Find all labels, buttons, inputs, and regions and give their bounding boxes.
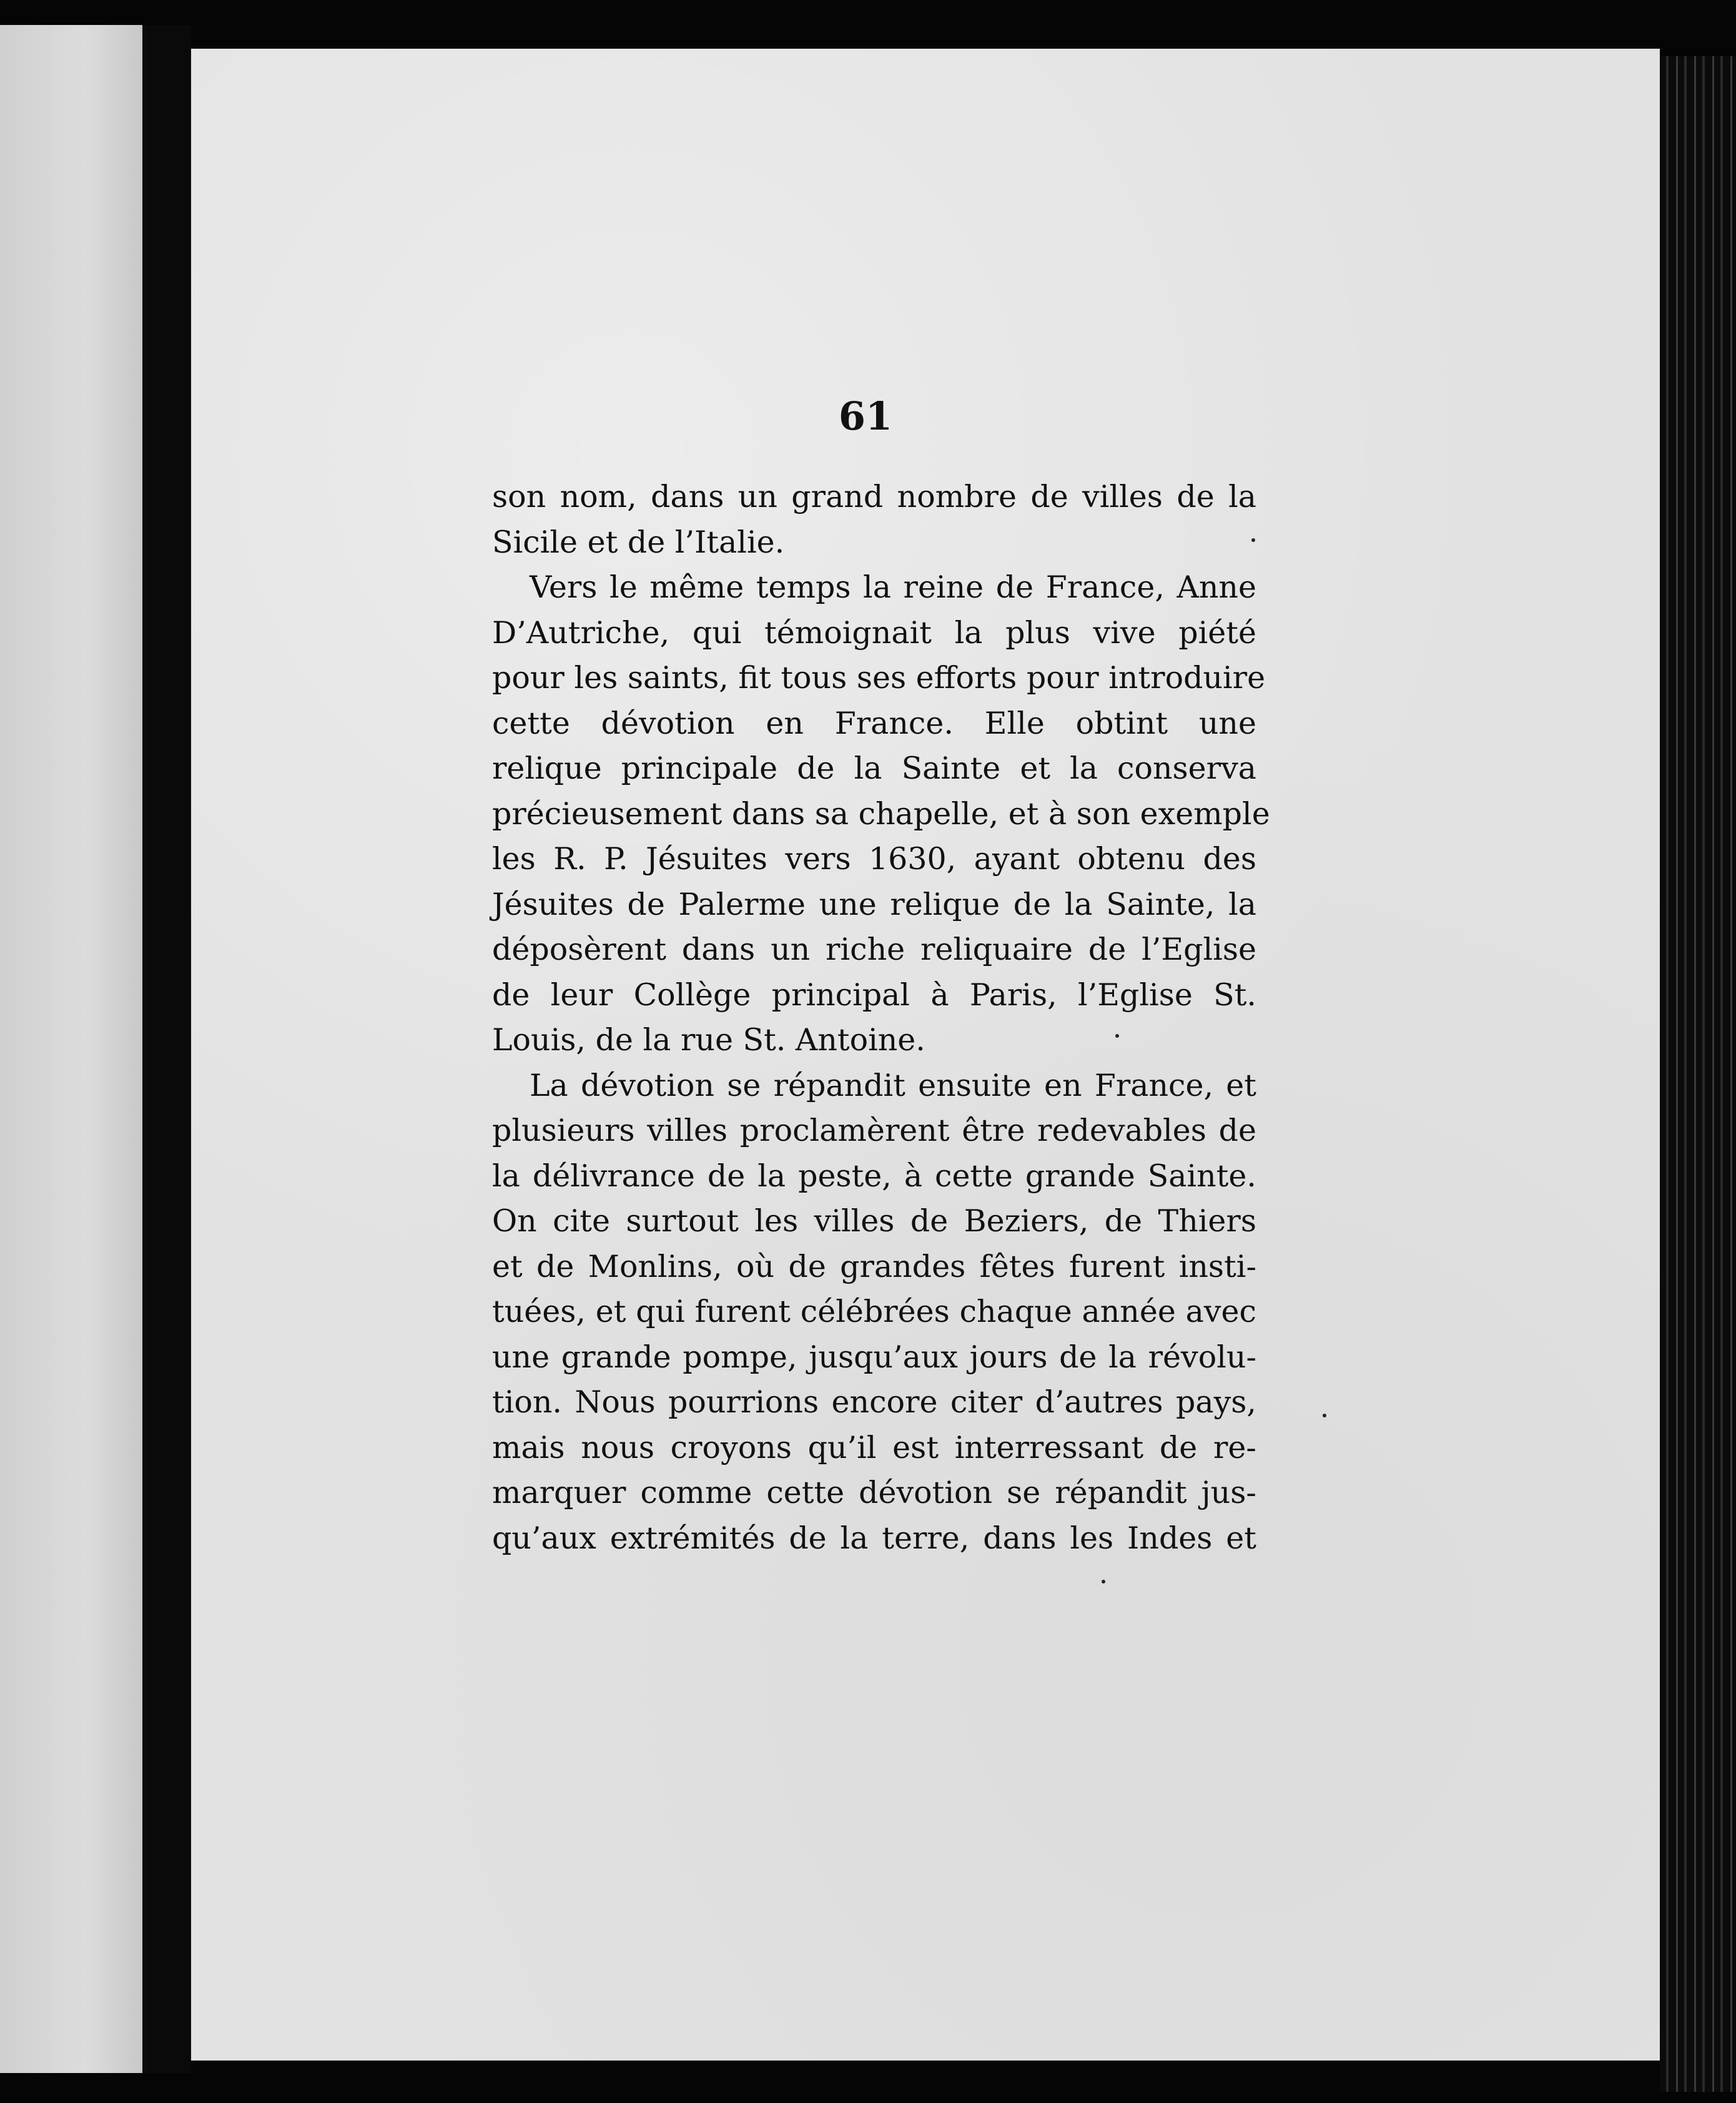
- text-line: cette dévotion en France. Elle obtint une: [492, 705, 1256, 741]
- book-gutter: [142, 25, 191, 2073]
- text-line: Louis, de la rue St. Antoine.: [492, 1022, 925, 1058]
- text-line: Sicile et de l’Italie.: [492, 524, 785, 560]
- text-line: et de Monlins, où de grandes fêtes furent insti-: [492, 1248, 1256, 1284]
- ink-speck: [1251, 538, 1255, 542]
- text-line: Vers le même temps la reine de France, Anne: [530, 569, 1256, 605]
- text-line: plusieurs villes proclamèrent être redevables de: [492, 1113, 1256, 1148]
- text-line: tuées, et qui furent célébrées chaque année avec: [492, 1294, 1256, 1329]
- body-text: [492, 475, 1270, 1561]
- ink-speck: [1102, 1580, 1105, 1583]
- text-line: précieusement dans sa chapelle, et à son exemple: [492, 795, 1270, 832]
- ink-speck: [1115, 1034, 1119, 1038]
- page-number: 61: [838, 393, 893, 439]
- text-line: la délivrance de la peste, à cette grande Sainte.: [492, 1158, 1256, 1194]
- text-line: relique principale de la Sainte et la conserva: [492, 751, 1256, 786]
- text-line: Jésuites de Palerme une relique de la Sainte, la: [492, 886, 1256, 922]
- text-line: La dévotion se répandit ensuite en France, et: [530, 1067, 1256, 1103]
- previous-page-edge: [0, 25, 142, 2073]
- text-line: son nom, dans un grand nombre de villes de la: [492, 479, 1256, 515]
- text-line: mais nous croyons qu’il est interressant de re-: [492, 1429, 1256, 1465]
- text-line: les R. P. Jésuites vers 1630, ayant obtenu des: [492, 841, 1256, 877]
- text-line: D’Autriche, qui témoignait la plus vive piété: [492, 614, 1256, 651]
- page-stack-edge: [1660, 56, 1736, 2092]
- text-line: pour les saints, fit tous ses efforts pour introduire: [492, 660, 1266, 696]
- text-line: de leur Collège principal à Paris, l’Eglise St.: [492, 977, 1256, 1013]
- text-line: une grande pompe, jusqu’aux jours de la révolu-: [492, 1339, 1256, 1375]
- ink-speck: [1323, 1414, 1326, 1417]
- text-line: tion. Nous pourrions encore citer d’autres pays,: [492, 1384, 1256, 1420]
- text-line: déposèrent dans un riche reliquaire de l’Eglise: [492, 932, 1256, 967]
- text-line: On cite surtout les villes de Beziers, de Thiers: [492, 1203, 1256, 1239]
- text-line: qu’aux extrémités de la terre, dans les Indes et: [492, 1520, 1256, 1556]
- text-line: marquer comme cette dévotion se répandit jus-: [492, 1475, 1256, 1510]
